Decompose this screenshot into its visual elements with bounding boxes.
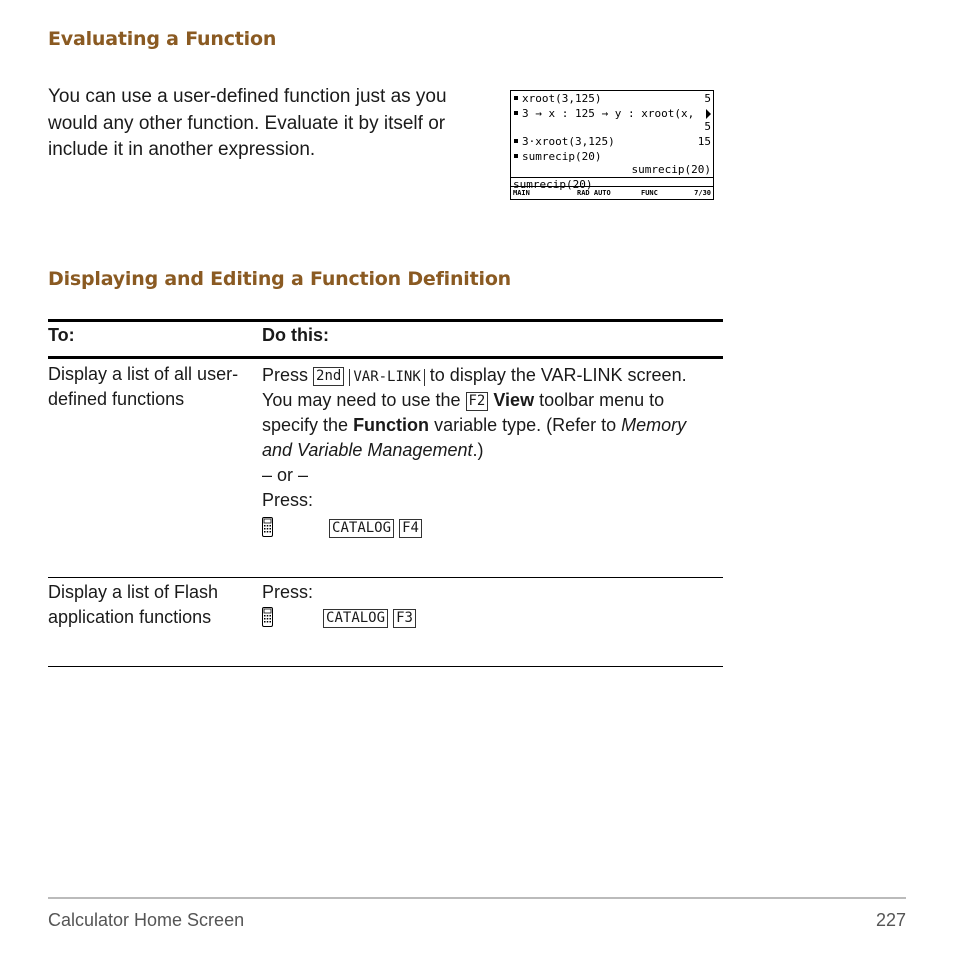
page-number: 227 <box>875 910 906 930</box>
calc-line <box>513 92 711 106</box>
calc-result: 5 <box>704 120 711 133</box>
key-f3: F3 <box>393 609 416 628</box>
table-header-do-this: Do this: <box>262 325 329 345</box>
section-heading-displaying: Displaying and Editing a Function Definition <box>48 268 511 290</box>
calculator-screen <box>510 90 714 200</box>
task-cell: Display a list of all user-defined functions <box>48 364 239 409</box>
status-count: 7/30 <box>694 189 711 197</box>
key-catalog: CATALOG <box>323 609 388 628</box>
status-graph: FUNC <box>641 189 658 197</box>
calc-line <box>513 107 711 121</box>
calculator-icon <box>262 607 273 627</box>
calc-expr: xroot(3,125) <box>522 92 602 105</box>
calc-expr: 3 → x : 125 → y : xroot(x, <box>522 107 695 120</box>
task-cell: Display a list of Flash application functions <box>48 582 219 627</box>
footer-rule <box>48 897 906 899</box>
status-mode: MAIN <box>513 189 530 197</box>
calc-line <box>513 135 711 149</box>
key-2nd: 2nd <box>313 367 344 386</box>
table-header-rule <box>48 356 723 359</box>
calc-line <box>513 163 711 177</box>
key-catalog: CATALOG <box>329 519 394 538</box>
table-row-rule <box>48 577 723 578</box>
intro-paragraph: You can use a user-defined function just as you would any other function. Evaluate it by itself or include it in another expression. <box>48 86 447 160</box>
calc-result: 15 <box>697 135 711 148</box>
table-bottom-rule <box>48 666 723 667</box>
calc-line <box>513 120 711 134</box>
key-f4: F4 <box>399 519 422 538</box>
section-heading-evaluating: Evaluating a Function <box>48 28 277 50</box>
key-f2: F2 <box>466 392 489 411</box>
calc-result: sumrecip(20) <box>631 163 711 176</box>
instruction-cell: Press 2nd VAR-LINK to display the VAR-LINK screen. You may need to use the F2 View toolbar menu to specify the Function variable type. (Refer to Memory and Variable Management.) – or – Press: CATALOG F4 <box>262 365 687 536</box>
key-var-link: VAR-LINK <box>349 369 424 386</box>
status-angle: RAD AUTO <box>577 189 611 197</box>
calculator-icon <box>262 517 273 537</box>
footer-title: Calculator Home Screen <box>48 910 245 930</box>
calc-expr: sumrecip(20) <box>522 150 602 163</box>
calc-line <box>513 150 711 164</box>
table-top-rule <box>48 319 723 322</box>
instruction-cell: Press: CATALOG F3 <box>262 580 717 630</box>
calc-result: 5 <box>704 92 711 105</box>
calc-status-bar <box>511 186 713 199</box>
scroll-right-icon <box>706 107 711 121</box>
calc-expr: 3·xroot(3,125) <box>522 135 615 148</box>
calc-entry-line: sumrecip(20) <box>513 178 593 191</box>
table-header-to: To: <box>48 325 75 345</box>
